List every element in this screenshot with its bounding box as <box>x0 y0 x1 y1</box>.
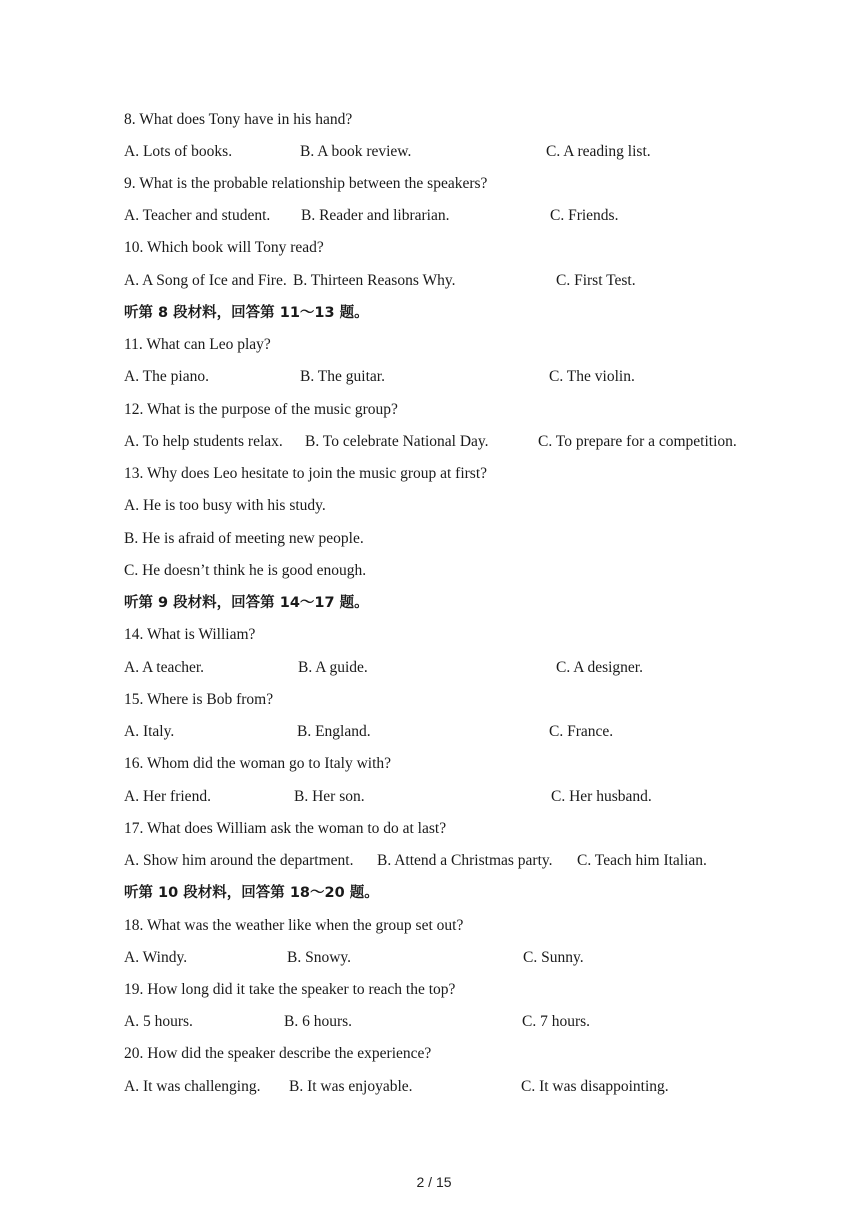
q18-option-b: B. Snowy. <box>287 949 352 966</box>
q18-option-c: C. Sunny. <box>523 949 584 966</box>
q19-option-c: C. 7 hours. <box>522 1013 591 1030</box>
q8-option-a: A. Lots of books. <box>124 143 233 160</box>
q9-option-b: B. Reader and librarian. <box>301 207 450 224</box>
question-17: 17. What does William ask the woman to do at last? <box>124 820 447 837</box>
q20-option-c: C. It was disappointing. <box>521 1078 669 1095</box>
q12-option-a: A. To help students relax. <box>124 433 283 450</box>
question-10: 10. Which book will Tony read? <box>124 239 324 256</box>
q11-option-c: C. The violin. <box>549 368 635 385</box>
question-15: 15. Where is Bob from? <box>124 691 274 708</box>
q19-option-a: A. 5 hours. <box>124 1013 193 1030</box>
question-19: 19. How long did it take the speaker to reach the top? <box>124 981 456 998</box>
q13-option-a: A. He is too busy with his study. <box>124 497 326 514</box>
q13-option-c: C. He doesn’t think he is good enough. <box>124 562 367 579</box>
q20-option-b: B. It was enjoyable. <box>289 1078 413 1095</box>
q9-option-a: A. Teacher and student. <box>124 207 271 224</box>
q16-option-a: A. Her friend. <box>124 788 211 805</box>
q13-option-b: B. He is afraid of meeting new people. <box>124 530 364 547</box>
q20-option-a: A. It was challenging. <box>124 1078 261 1095</box>
section-heading-9: 听第 9 段材料，回答第 14～17 题。 <box>124 595 369 611</box>
q9-option-c: C. Friends. <box>550 207 619 224</box>
page-number: 2 / 15 <box>416 1174 452 1190</box>
question-14: 14. What is William? <box>124 626 256 643</box>
section-heading-8: 听第 8 段材料，回答第 11～13 题。 <box>124 305 369 321</box>
q16-option-b: B. Her son. <box>294 788 365 805</box>
q17-option-a: A. Show him around the department. <box>124 852 354 869</box>
q14-option-c: C. A designer. <box>556 659 643 676</box>
q8-option-b: B. A book review. <box>300 143 412 160</box>
q10-option-a: A. A Song of Ice and Fire. <box>124 272 287 289</box>
question-20: 20. How did the speaker describe the experience? <box>124 1045 432 1062</box>
q15-option-a: A. Italy. <box>124 723 175 740</box>
question-11: 11. What can Leo play? <box>124 336 271 353</box>
question-8: 8. What does Tony have in his hand? <box>124 111 353 128</box>
q10-option-b: B. Thirteen Reasons Why. <box>293 272 456 289</box>
q11-option-a: A. The piano. <box>124 368 209 385</box>
question-18: 18. What was the weather like when the group set out? <box>124 917 464 934</box>
question-16: 16. Whom did the woman go to Italy with? <box>124 755 392 772</box>
question-9: 9. What is the probable relationship between the speakers? <box>124 175 488 192</box>
q17-option-c: C. Teach him Italian. <box>577 852 707 869</box>
q14-option-a: A. A teacher. <box>124 659 205 676</box>
q12-option-c: C. To prepare for a competition. <box>538 433 737 450</box>
q10-option-c: C. First Test. <box>556 272 636 289</box>
question-12: 12. What is the purpose of the music group? <box>124 401 398 418</box>
q15-option-c: C. France. <box>549 723 614 740</box>
q11-option-b: B. The guitar. <box>300 368 385 385</box>
question-13: 13. Why does Leo hesitate to join the music group at first? <box>124 465 488 482</box>
q15-option-b: B. England. <box>297 723 371 740</box>
q17-option-b: B. Attend a Christmas party. <box>377 852 553 869</box>
q18-option-a: A. Windy. <box>124 949 188 966</box>
q12-option-b: B. To celebrate National Day. <box>305 433 489 450</box>
q14-option-b: B. A guide. <box>298 659 368 676</box>
section-heading-10: 听第 10 段材料，回答第 18～20 题。 <box>124 885 379 901</box>
q8-option-c: C. A reading list. <box>546 143 651 160</box>
q19-option-b: B. 6 hours. <box>284 1013 353 1030</box>
q16-option-c: C. Her husband. <box>551 788 652 805</box>
